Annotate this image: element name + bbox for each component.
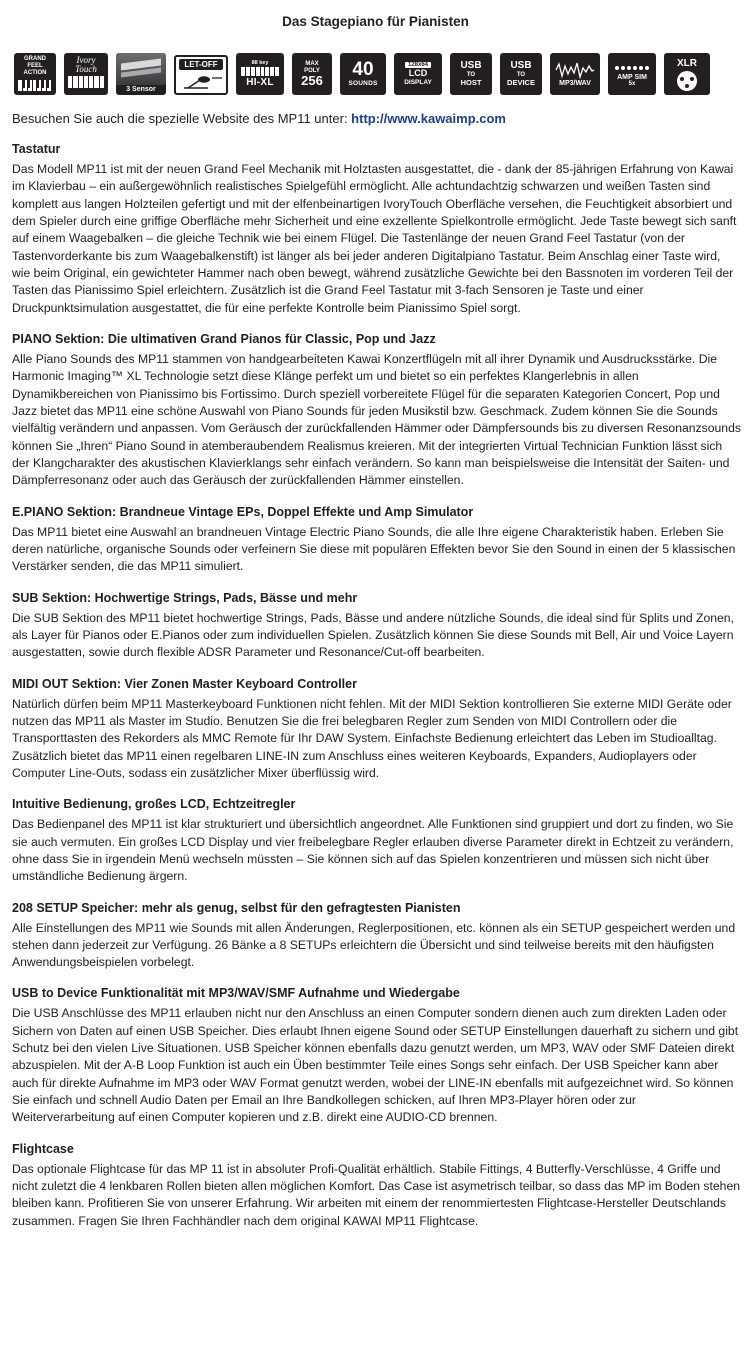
amp-sim-count: 5x: [628, 81, 636, 87]
grand-feel-action-line2: FEEL: [27, 62, 43, 69]
88-key-label: 88 key: [251, 60, 269, 66]
three-sensor-caption: 3 Sensor: [126, 86, 156, 93]
section-piano: [12, 332, 741, 490]
section-body: Die USB Anschlüsse des MP11 erlauben nicht nur den Anschluss an einen Computer sondern dienen auch zum direkten Laden oder Sichern von Daten auf einen USB Speicher. Dies erlaubt Ihnen eigene Sound oder SETUP Einstellungen dauerhaft zu sichern und gibt Schutz bei den vielen Live Situationen. USB Speicher können ebenfalls dazu genutzt werden, um MP3, WAV oder SMF Dateien direkt abzuspielen. Mit der A-B Loop Funktion ist auch ein Üben bestimmter Teile eines Songs sehr einfach. Der USB Speicher kann aber auch für direkte Aufnahme im MP3 oder WAV Format genutzt werden, wobei der LINE-IN ebenfalls mit aufgezeichnet wird. So können Sie einfach und schnell Audio Daten per Email an Ihre Bandkollegen schicken, auf Ihren MP3-Player hören oder zur Weiterverarbeitung auf einen Computer kopieren und z.B. direkt eine AUDIO-CD brennen.: [12, 1006, 739, 1125]
sounds-count: 40: [352, 59, 374, 81]
section-heading: USB to Device Funktionalität mit MP3/WAV/SMF Aufnahme und Wiedergabe: [12, 986, 460, 1001]
xlr-icon: [664, 53, 710, 95]
hi-xl-label: HI-XL: [246, 77, 274, 88]
ivory-touch-line1: Ivory: [76, 55, 96, 65]
usb-host-line2: TO: [466, 72, 476, 79]
section-heading: PIANO Sektion: Die ultimativen Grand Pianos für Classic, Pop und Jazz: [12, 331, 436, 346]
section-sub: [12, 591, 741, 662]
let-off-icon: [174, 55, 228, 95]
waveform-graphic: [555, 61, 595, 79]
section-body: Natürlich dürfen beim MP11 Masterkeyboard Funktionen nicht fehlen. Mit der MIDI Sektion kontrollieren Sie externe MIDI Geräte oder nutzen das MP11 als Master im Studio. Benutzen Sie die frei belegbaren Regler zum Senden von MIDI Controllern oder die Transporttasten des Rekorders als MMC Remote für Ihr DAW System. Einfachste Bedienung erleichtert das Leben im Studioalltag. Zusätzlich bietet das MP11 einen regelbaren LINE-IN zum Anschluss eines weiteren Keyboards, Expanders, Audioplayers oder Computer Line-Outs, sodass ein zusätzlicher Mixer überflüssig wird.: [12, 696, 732, 780]
xlr-label: XLR: [677, 57, 697, 69]
section-body: Die SUB Sektion des MP11 bietet hochwertige Strings, Pads, Bässe und andere nützliche Sounds, die ideal sind für Splits und Zonen, als Layer für Pianos oder E.Pianos oder zum individuellen Spielen. Zusätzlich können Sie diese Sounds mit Bell, Air und Voice Layern ausgestatten, sowie durch flexible ADSR Parameter und Resonance/Cut-off bearbeiten.: [12, 610, 734, 660]
page-title: Das Stagepiano für Pianisten: [282, 14, 469, 29]
section-body: Alle Piano Sounds des MP11 stammen von handgearbeiteten Kawai Konzertflügeln mit all ihrer Dynamik und Ausdrucksstärke. Die Harmonic Imaging™ XL Technologie setzt diese Klänge perfekt um und bietet so ein perfektes Klangerlebnis in allen Dynamikbereichen von Pianissimo bis Fortissimo. Durch speziell vorbereitete Flügel für die separaten Kategorien Concert, Pop und Jazz bietet das MP11 eine schöne Auswahl von Piano Sounds für jeden Musikstil bzw. Geschmack. Zudem können Sie die Sounds vielfältig verändern und anpassen. Vom Geräusch der zurückfallenden Hämmer oder Dämpfersounds bis zu diversen Resonanzsounds können Sie „Ihren“ Piano Sound in atemberaubendem Realismus kreieren. Mit der integrierten Virtual Technician Funktion lässt sich der Klangcharakter des akustischen Klavierklangs sehr einfach verändern. So kann man beispielsweise die Intensität der Saiten- und Dämpferresonanz oder auch das Geräusch der zurückfallenden Hämmer einstellen.: [12, 351, 741, 488]
let-off-label: LET-OFF: [179, 59, 222, 70]
poly-value: 256: [301, 72, 323, 88]
max-label: MAX: [305, 61, 319, 68]
ivory-touch-line2: Touch: [75, 64, 97, 74]
poly-label: POLY: [304, 67, 320, 74]
section-heading: Tastatur: [12, 142, 61, 156]
usb-device-line3: DEVICE: [507, 77, 535, 87]
website-intro-text: Besuchen Sie auch die spezielle Website des MP11 unter:: [12, 111, 352, 126]
section-heading: E.PIANO Sektion: Brandneue Vintage EPs, Doppel Effekte und Amp Simulator: [12, 504, 474, 519]
display-label: DISPLAY: [404, 78, 432, 86]
piano-keys-graphic: [17, 79, 53, 92]
section-heading: SUB Sektion: Hochwertige Strings, Pads, Bässe und mehr: [12, 590, 358, 605]
usb-to-host-icon: [450, 53, 492, 95]
lcd-label: LCD: [408, 68, 428, 79]
section-setup-speicher: [12, 901, 741, 972]
usb-host-line3: HOST: [460, 77, 482, 87]
amp-sim-icon: [608, 53, 656, 95]
usb-to-device-icon: [500, 53, 542, 95]
max-poly-256-icon: [292, 53, 332, 95]
usb-device-line2: TO: [516, 72, 526, 79]
section-heading: Intuitive Bedienung, großes LCD, Echtzeitregler: [12, 797, 296, 812]
section-heading: Flightcase: [12, 1141, 74, 1156]
amp-grill-graphic: [615, 61, 649, 74]
section-body: Das optionale Flightcase für das MP 11 ist in absoluter Profi-Qualität erhältlich. Stabile Fittings, 4 Butterfly-Verschlüsse, 4 Griffe und nicht zuletzt die 4 lenkbaren Rollen bieten allen möglichen Komfort. Das Case ist asymetrisch teilbar, so dass das MP im Boden stehen bleiben kann. Profitieren Sie von unserer Erfahrung. Wir arbeiten mit einem der renommiertesten Flightcase-Hersteller Deutschlands zusammen. Fragen Sie Ihren Fachhändler nach dem original KAWAI MP11 Flightcase.: [12, 1161, 741, 1228]
section-flightcase: [12, 1142, 741, 1230]
section-heading: MIDI OUT Sektion: Vier Zonen Master Keyboard Controller: [12, 676, 357, 691]
section-bedienung: [12, 797, 741, 885]
mp3-wav-icon: [550, 53, 600, 95]
kawai-mp-website-link[interactable]: http://www.kawaimp.com: [351, 111, 506, 126]
hixl-keys-graphic: [241, 67, 279, 76]
usb-host-line1: USB: [460, 60, 482, 72]
ivory-keys-graphic: [68, 76, 104, 88]
section-midi-out: [12, 677, 741, 783]
section-tastatur: [12, 142, 741, 317]
lcd-resolution: 128x64: [405, 62, 431, 68]
feature-icon-strip: [10, 41, 741, 95]
section-heading: 208 SETUP Speicher: mehr als genug, selbst für den gefragtesten Pianisten: [12, 900, 461, 915]
website-intro: [12, 111, 741, 126]
grand-feel-action-line1: GRAND: [24, 56, 46, 62]
sensor-photo: [116, 53, 166, 85]
section-body: Das Modell MP11 ist mit der neuen Grand Feel Mechanik mit Holztasten ausgestattet, die - dank der 85-jährigen Erfahrung von Kawai im Klavierbau – ein außergewöhnlich realistisches Spielgefühl ermöglicht. Alle achtundachtzig schwarzen und weißen Tasten sind komplett aus langen Holzteilen gefertigt und mit der elfenbeinartigen IvoryTouch Oberfläche versehen, die Feuchtigkeit absorbiert und dem Spieler durch eine griffige Oberfläche mehr Sicherheit und eine exzellente Spielkontrolle ermöglicht. Jede Taste bewegt sich sanft auf einem Waagebalken – die gleiche Technik wie bei einem Flügel. Die Tastenlänge der neuen Grand Feel Tastatur (von der Tastenvorderkante bis zum Waagebalkenstift) ist länger als bei jeder anderen Digitalpiano Tastatur. Beim Anschlag einer Taste wird, wie beim Original, ein gewichteter Hammer nach oben bewegt, während zusätzliche Gewichte bei den Bassnoten im vorderen Teil der Tasten das Pianissimo Spiel erleichtern. Zusätzlich ist die Grand Feel Tastatur mit 3-fach Sensoren je Taste und einer Druckpunktsimulation ausgestattet, die für eine perfekte Kontrolle beim Pianissimo Spiel sorgt.: [12, 162, 737, 315]
three-sensor-icon: [116, 53, 166, 95]
40-sounds-icon: [340, 53, 386, 95]
section-body: Das MP11 bietet eine Auswahl an brandneuen Vintage Electric Piano Sounds, die alle Ihre eigene Charakteristik haben. Erleben Sie deren natürliche, organische Sounds oder verfeinern Sie diese mit populären Effekten bevor Sie den Sound in einen der 5 klassischen Verstärker senden, die das MP11 simuliert.: [12, 524, 736, 574]
section-usb-to-device: [12, 986, 741, 1126]
ivory-touch-icon: [64, 53, 108, 95]
mp3-wav-caption: MP3/WAV: [559, 80, 591, 87]
section-epiano: [12, 505, 741, 576]
section-body: Alle Einstellungen des MP11 wie Sounds mit allen Änderungen, Reglerpositionen, etc. können als ein SETUP gespeichert werden und stehen dann jederzeit zur Verfügung. 26 Bänke a 8 SETUPs erleichtern die Übersicht und sind teilweise bereits mit den häufigsten Anwendungsbeispielen vorbelegt.: [12, 920, 736, 970]
hammer-graphic: [182, 76, 224, 90]
section-body: Das Bedienpanel des MP11 ist klar strukturiert und übersichtlich angeordnet. Alle Funktionen sind gruppiert und dort zu finden, wo Sie sie auch vermuten. Ein großes LCD Display und vier freibelegbare Regler erlauben diverse Parameter direkt in Echtzeit zu verändern, ohne dass Sie in irgendein Menü wechseln müssten – Sie können sich auf das Spielen konzentrieren und müssen sich nicht über umständliche Bedienung ärgern.: [12, 817, 734, 884]
lcd-display-icon: [394, 53, 442, 95]
grand-feel-action-line3: ACTION: [23, 69, 47, 76]
usb-device-line1: USB: [510, 60, 532, 72]
xlr-connector-graphic: [677, 71, 697, 91]
88-key-hi-xl-icon: [236, 53, 284, 95]
amp-sim-label: AMP SIM: [617, 74, 647, 81]
grand-feel-action-icon: [14, 53, 56, 95]
sounds-caption: SOUNDS: [348, 79, 378, 87]
